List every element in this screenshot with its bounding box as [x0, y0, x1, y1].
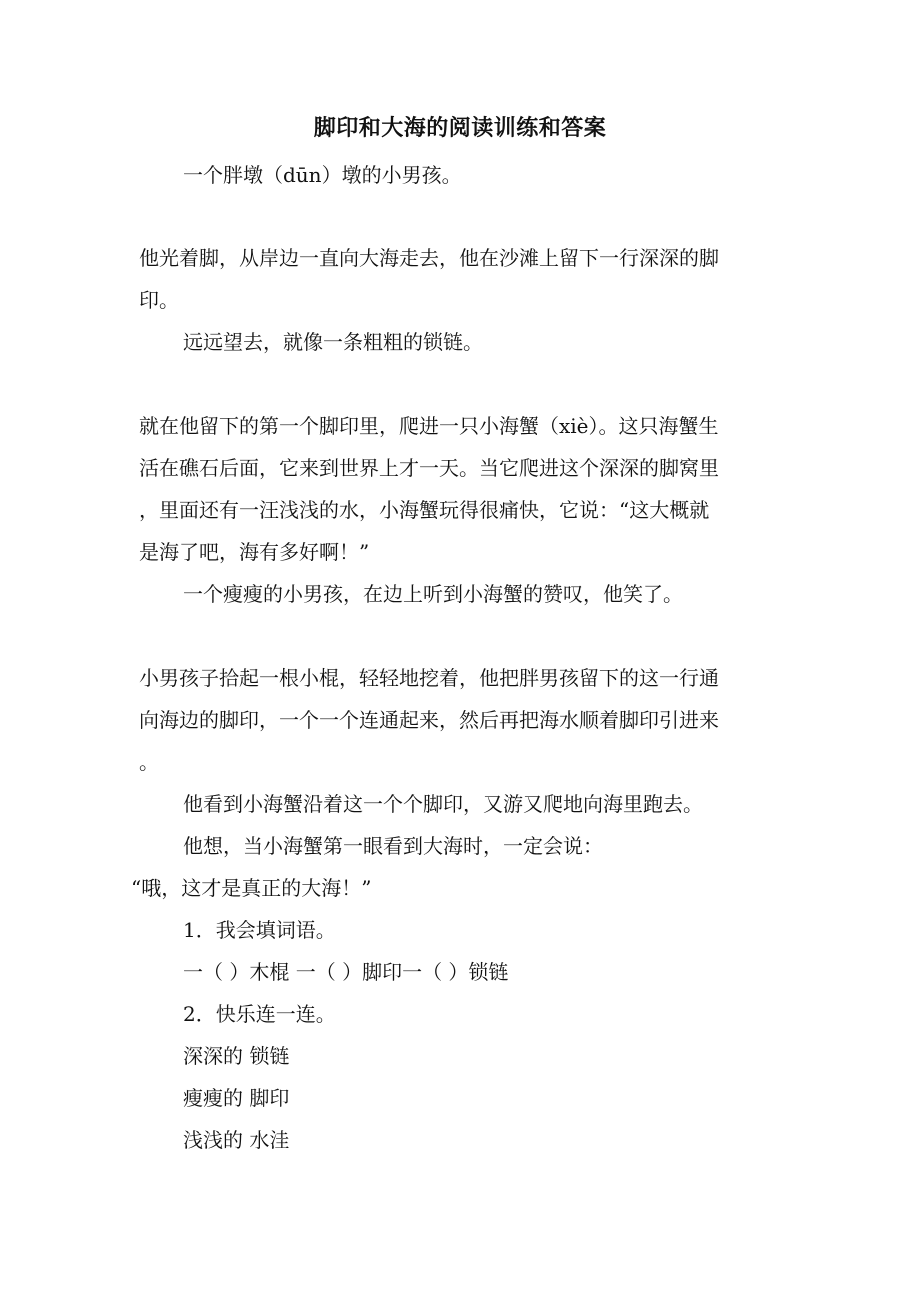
paragraph-line: ，里面还有一汪浅浅的水，小海蟹玩得很痛快，它说：“这大概就 — [139, 498, 710, 522]
paragraph-line: 就在他留下的第一个脚印里，爬进一只小海蟹（xiè）。这只海蟹生 — [139, 414, 719, 438]
paragraph-line: 是海了吧，海有多好啊！” — [139, 540, 370, 564]
question-line: 一（ ）木棍 一（ ）脚印一（ ）锁链 — [183, 960, 509, 984]
paragraph-line: 他看到小海蟹沿着这一个个脚印，又游又爬地向海里跑去。 — [183, 792, 703, 816]
paragraph-line: 印。 — [139, 288, 179, 312]
question-heading: 2．快乐连一连。 — [183, 1002, 336, 1026]
paragraph-line: 他光着脚，从岸边一直向大海走去，他在沙滩上留下一行深深的脚 — [139, 246, 719, 270]
paragraph-line: 一个瘦瘦的小男孩，在边上听到小海蟹的赞叹，他笑了。 — [183, 582, 683, 606]
question-heading: 1．我会填词语。 — [183, 918, 336, 942]
paragraph-line: “哦，这才是真正的大海！” — [131, 876, 372, 900]
paragraph-line: 他想，当小海蟹第一眼看到大海时，一定会说： — [183, 834, 603, 858]
question-line: 浅浅的 水洼 — [183, 1128, 290, 1152]
document-title: 脚印和大海的阅读训练和答案 — [313, 115, 607, 141]
paragraph-line: 小男孩子拾起一根小棍，轻轻地挖着，他把胖男孩留下的这一行通 — [139, 666, 719, 690]
paragraph-line: 向海边的脚印，一个一个连通起来，然后再把海水顺着脚印引进来 — [139, 708, 719, 732]
paragraph-line: 远远望去，就像一条粗粗的锁链。 — [183, 330, 483, 354]
question-line: 瘦瘦的 脚印 — [183, 1086, 290, 1110]
paragraph-line: 活在礁石后面，它来到世界上才一天。当它爬进这个深深的脚窝里 — [139, 456, 719, 480]
paragraph-line: 。 — [139, 750, 159, 774]
question-line: 深深的 锁链 — [183, 1044, 290, 1068]
paragraph-line: 一个胖墩（dūn）墩的小男孩。 — [183, 163, 462, 187]
